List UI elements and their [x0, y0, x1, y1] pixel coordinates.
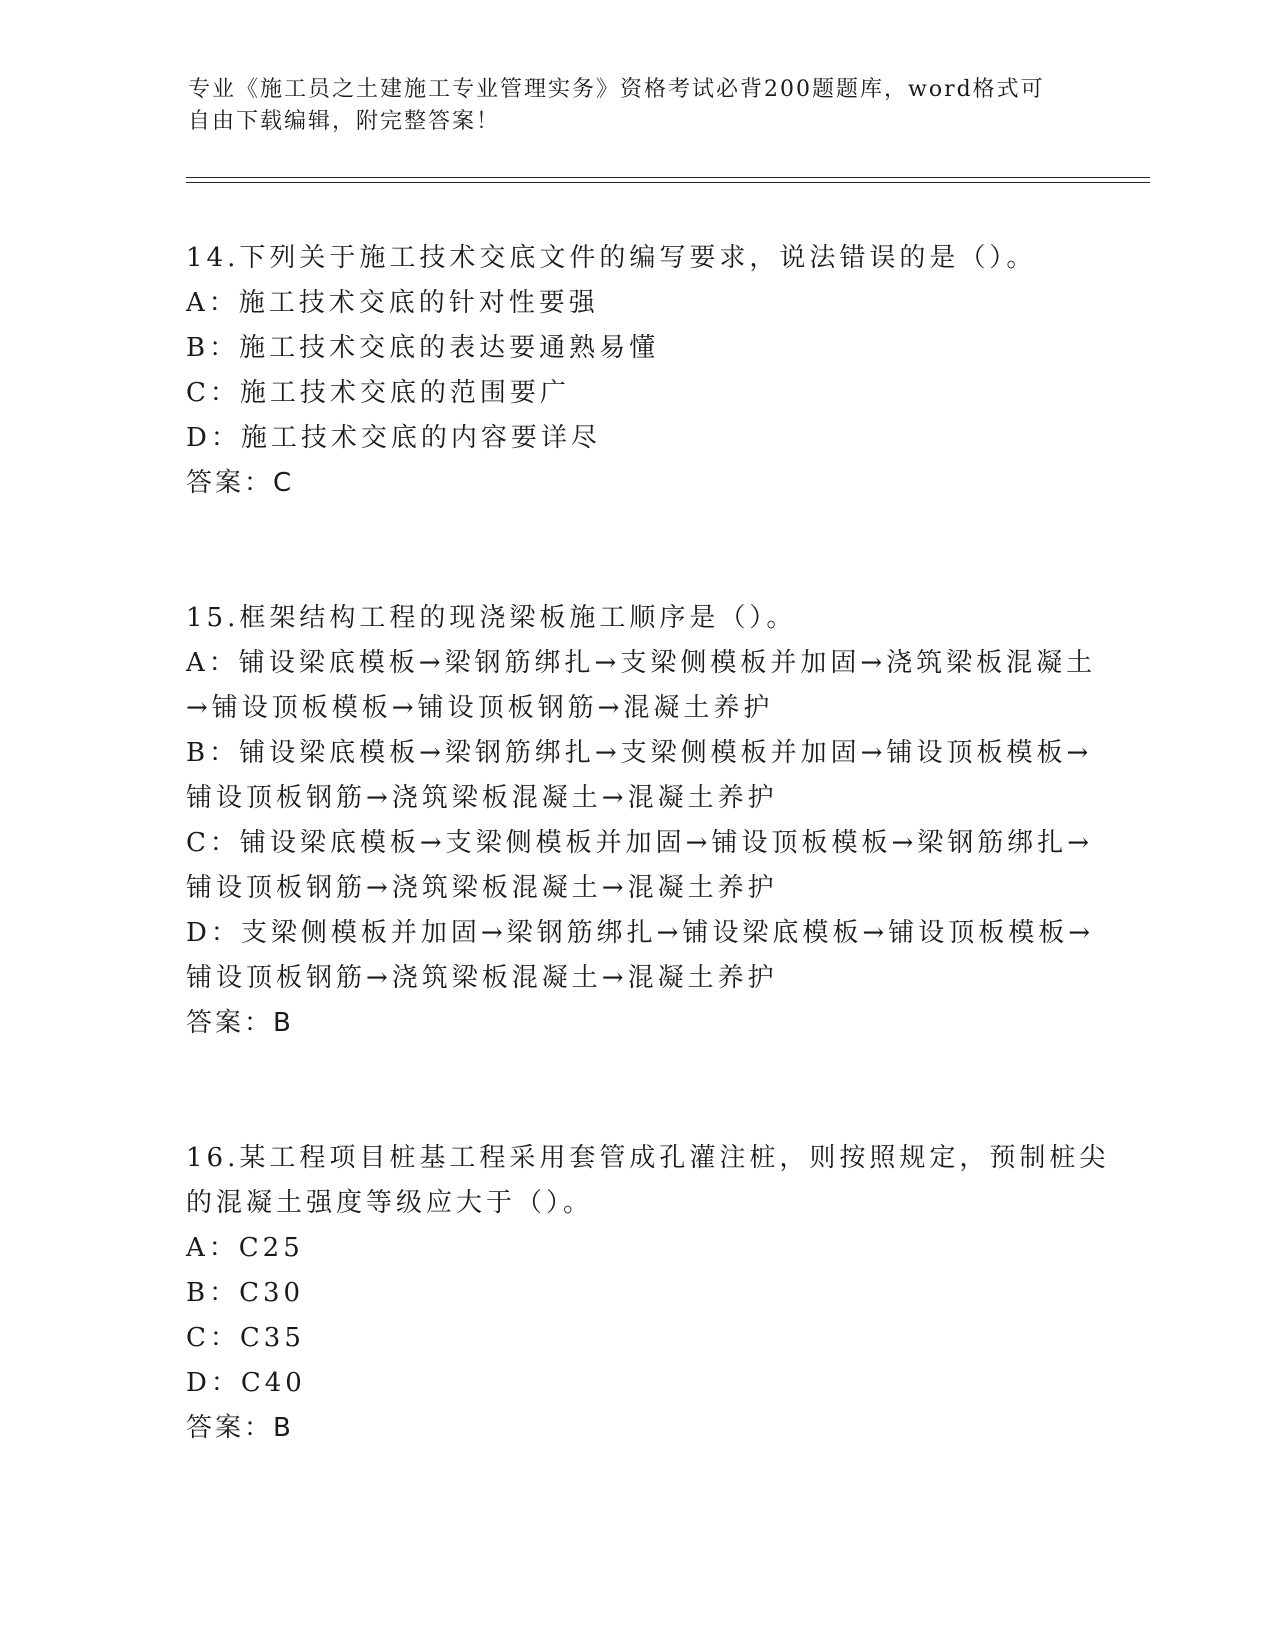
question-stem: 16.某工程项目桩基工程采用套管成孔灌注桩，则按照规定，预制桩尖	[186, 1143, 1110, 1173]
header-divider-bottom	[186, 182, 1150, 183]
option-b-continued: 铺设顶板钢筋→浇筑梁板混凝土→混凝土养护	[186, 783, 778, 813]
question-list	[186, 236, 1110, 1451]
document-header	[188, 74, 1068, 138]
option-c: C：铺设梁底模板→支梁侧模板并加固→铺设顶板模板→梁钢筋绑扎→	[186, 828, 1094, 858]
option-d-continued: 铺设顶板钢筋→浇筑梁板混凝土→混凝土养护	[186, 963, 778, 993]
answer: 答案：B	[186, 1008, 294, 1038]
option-b: B：施工技术交底的表达要通熟易懂	[186, 333, 660, 363]
option-d: D：支梁侧模板并加固→梁钢筋绑扎→铺设梁底模板→铺设顶板模板→	[186, 918, 1094, 948]
answer: 答案：B	[186, 1413, 294, 1443]
question-stem: 14.下列关于施工技术交底文件的编写要求，说法错误的是（）。	[186, 243, 1037, 273]
question-block	[186, 596, 1097, 1046]
option-b: B：C30	[186, 1278, 305, 1308]
option-b: B：铺设梁底模板→梁钢筋绑扎→支梁侧模板并加固→铺设顶板模板→	[186, 738, 1093, 768]
option-c: C：施工技术交底的范围要广	[186, 378, 570, 408]
option-a: A：铺设梁底模板→梁钢筋绑扎→支梁侧模板并加固→浇筑梁板混凝土	[186, 648, 1097, 678]
answer: 答案：C	[186, 468, 295, 498]
option-c: C：C35	[186, 1323, 305, 1353]
option-c-continued: 铺设顶板钢筋→浇筑梁板混凝土→混凝土养护	[186, 873, 778, 903]
option-a: A：施工技术交底的针对性要强	[186, 288, 599, 318]
option-a-continued: →铺设顶板模板→铺设顶板钢筋→混凝土养护	[186, 693, 774, 723]
question-stem-continued: 的混凝土强度等级应大于（）。	[186, 1188, 594, 1218]
header-line-2: 自由下载编辑，附完整答案！	[188, 109, 501, 134]
option-a: A：C25	[186, 1233, 304, 1263]
header-divider-top	[186, 177, 1150, 178]
header-line-1: 专业《施工员之土建施工专业管理实务》资格考试必背200题题库，word格式可	[188, 77, 1045, 102]
option-d: D：C40	[186, 1368, 306, 1398]
question-block	[186, 1136, 1110, 1451]
option-d: D：施工技术交底的内容要详尽	[186, 423, 601, 453]
question-block	[186, 236, 1086, 506]
question-stem: 15.框架结构工程的现浇梁板施工顺序是（）。	[186, 603, 797, 633]
